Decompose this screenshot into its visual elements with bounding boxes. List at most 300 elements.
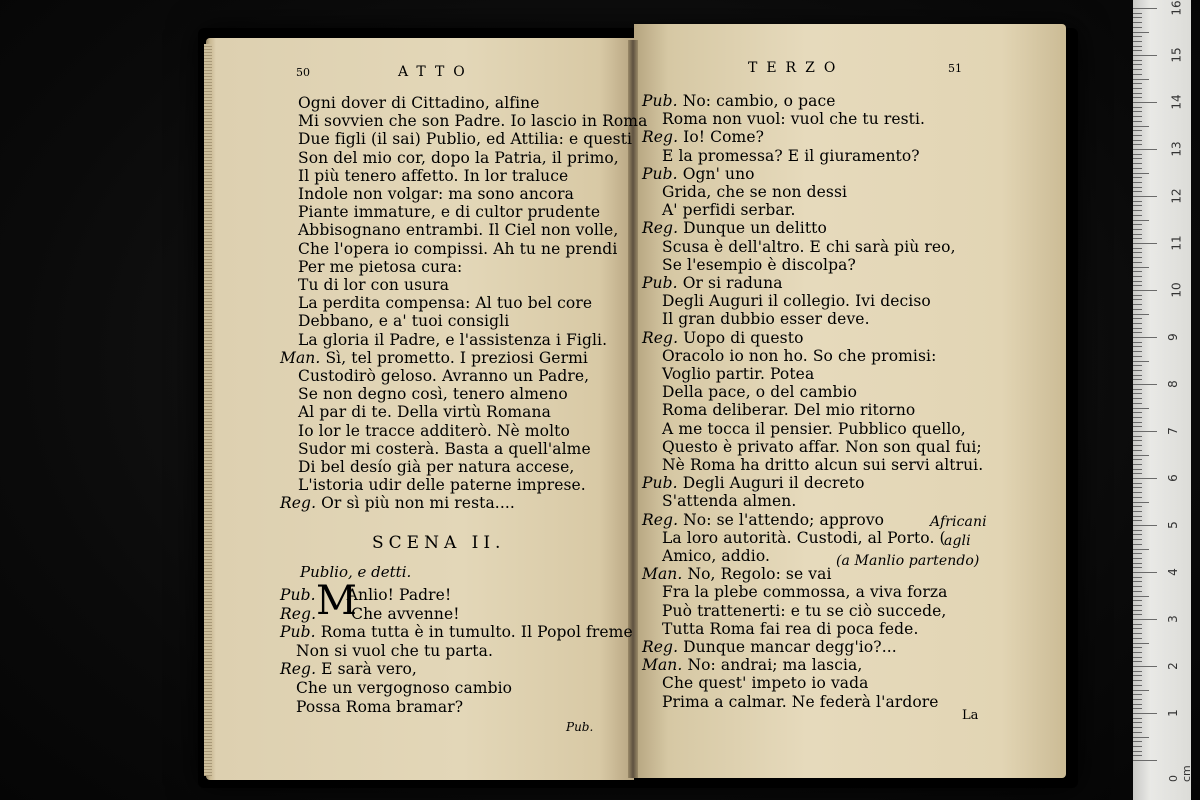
text-line <box>662 401 915 419</box>
scene-cast: Publio, e detti. <box>300 563 412 581</box>
ruler-tick <box>1133 318 1142 319</box>
verse-text: Può trattenerti: e tu se ciò succede, <box>662 601 947 620</box>
ruler-tick <box>1133 497 1142 498</box>
text-line <box>662 256 856 274</box>
text-line <box>662 674 869 692</box>
ruler-tick <box>1133 732 1142 733</box>
ruler-tick <box>1133 741 1142 742</box>
text-line <box>662 147 920 165</box>
ruler-tick <box>1133 13 1142 14</box>
verse-text: Or sì più non mi resta.... <box>321 494 515 513</box>
ruler-tick <box>1133 107 1142 108</box>
ruler-tick <box>1133 46 1142 47</box>
measurement-ruler <box>1133 0 1191 800</box>
text-line <box>642 474 865 492</box>
speaker-label: Pub. <box>642 164 683 183</box>
ruler-tick <box>1133 722 1142 723</box>
ruler-tick <box>1133 252 1142 253</box>
ruler-tick <box>1133 647 1142 648</box>
verse-text: Sì, tel prometto. I preziosi Germi <box>325 348 588 367</box>
verse-text: Degli Auguri il collegio. Ivi deciso <box>662 292 931 311</box>
text-line <box>298 403 551 421</box>
ruler-tick <box>1133 403 1142 404</box>
speaker-label: Reg. <box>642 510 684 529</box>
ruler-tick <box>1133 666 1157 667</box>
ruler-tick <box>1133 149 1157 150</box>
left-running-title: ATTO <box>398 64 474 80</box>
ruler-tick <box>1133 88 1142 89</box>
verse-text: No: cambio, o pace <box>682 92 836 110</box>
verse-text: A me tocca il pensier. Pubblico quello, <box>662 419 966 438</box>
text-line <box>662 438 982 456</box>
verse-text: Dunque mancar degg'io?... <box>683 638 897 656</box>
ruler-number: 11 <box>1169 235 1184 251</box>
left-catchword: Pub. <box>566 720 594 734</box>
ruler-tick <box>1133 36 1142 37</box>
ruler-tick <box>1133 163 1142 164</box>
ruler-tick <box>1133 412 1142 413</box>
ruler-tick <box>1133 525 1157 526</box>
verse-text: Io lor le tracce additerò. Nè molto <box>298 421 570 440</box>
text-line <box>662 310 870 328</box>
ruler-tick <box>1133 469 1142 470</box>
verse-text: Due figli (il sai) Publio, ed Attilia: e questi <box>298 130 633 149</box>
right-page-number: 51 <box>948 62 962 75</box>
ruler-number: 15 <box>1169 47 1184 63</box>
verse-text: La loro autorità. Custodi, al Porto. ( <box>662 528 946 547</box>
verse-text: Della pace, o del cambio <box>662 383 858 402</box>
ruler-tick <box>1133 224 1142 225</box>
ruler-tick <box>1133 64 1142 65</box>
verse-text: E la promessa? E il giuramento? <box>662 146 920 165</box>
text-line <box>662 347 936 365</box>
speaker-label: Man. <box>280 348 326 367</box>
verse-text: Debbano, e a' tuoi consigli <box>298 312 510 331</box>
ruler-tick <box>1133 502 1149 503</box>
verse-text: Ogni dover di Cittadino, alfine <box>298 94 540 112</box>
ruler-tick <box>1133 455 1149 456</box>
ruler-tick <box>1133 600 1142 601</box>
ruler-tick <box>1133 285 1142 286</box>
ruler-tick <box>1133 50 1142 51</box>
text-line <box>298 167 568 185</box>
ruler-tick <box>1133 426 1142 427</box>
text-line <box>298 203 600 221</box>
verse-text: La perdita compensa: Al tuo bel core <box>298 294 593 313</box>
text-line <box>298 422 570 440</box>
text-line <box>662 238 956 256</box>
text-line <box>296 642 493 660</box>
ruler-tick <box>1133 680 1142 681</box>
ruler-tick <box>1133 220 1149 221</box>
ruler-tick <box>1133 243 1157 244</box>
ruler-tick <box>1133 55 1157 56</box>
ruler-tick <box>1133 276 1142 277</box>
text-line <box>642 128 764 146</box>
verse-text: Ogn' uno <box>682 164 755 183</box>
text-line <box>298 367 589 385</box>
ruler-tick <box>1133 83 1142 84</box>
verse-text: Prima a calmar. Ne federà l'ardore <box>662 692 939 711</box>
ruler-number: 5 <box>1165 521 1180 529</box>
ruler-tick <box>1133 229 1142 230</box>
ruler-tick <box>1133 187 1142 188</box>
ruler-tick <box>1133 511 1142 512</box>
ruler-tick <box>1133 116 1142 117</box>
speaker-label: Reg. <box>280 494 322 513</box>
verse-text: Roma non vuol: vuol che tu resti. <box>662 110 926 129</box>
left-page-number: 50 <box>296 66 310 79</box>
ruler-tick <box>1133 755 1142 756</box>
text-line <box>642 638 897 656</box>
ruler-tick <box>1133 718 1142 719</box>
ruler-number: 8 <box>1165 380 1180 388</box>
ruler-tick <box>1133 69 1142 70</box>
ruler-tick <box>1133 168 1142 169</box>
ruler-tick <box>1133 375 1142 376</box>
ruler-tick <box>1133 464 1142 465</box>
verse-text: Piante immature, e di cultor prudente <box>298 203 601 222</box>
text-line <box>662 529 946 547</box>
ruler-tick <box>1133 610 1142 611</box>
speaker-label: Pub. <box>280 623 321 642</box>
text-line <box>298 476 586 494</box>
ruler-tick <box>1133 487 1142 488</box>
ruler-tick <box>1133 379 1142 380</box>
ruler-tick <box>1133 483 1142 484</box>
ruler-number: 16 <box>1169 0 1184 16</box>
ruler-tick <box>1133 60 1142 61</box>
ruler-tick <box>1133 398 1142 399</box>
ruler-tick <box>1133 135 1142 136</box>
text-line <box>280 586 451 604</box>
ruler-tick <box>1133 760 1157 761</box>
text-line <box>298 94 540 112</box>
verse-text: Tu di lor con usura <box>298 276 450 294</box>
text-line <box>662 547 770 565</box>
speaker-label: Reg. <box>642 638 684 656</box>
ruler-tick <box>1133 577 1142 578</box>
text-line <box>298 240 617 258</box>
verse-text: Scusa è dell'altro. E chi sarà più reo, <box>662 237 956 256</box>
text-line <box>280 349 588 367</box>
speaker-label: Pub. <box>642 274 683 292</box>
text-line <box>280 605 460 623</box>
ruler-number: 7 <box>1165 427 1180 435</box>
ruler-tick <box>1133 671 1142 672</box>
ruler-tick <box>1133 661 1142 662</box>
ruler-tick <box>1133 351 1142 352</box>
ruler-tick <box>1133 713 1157 714</box>
speaker-label: Reg. <box>280 604 322 623</box>
ruler-tick <box>1133 365 1142 366</box>
ruler-tick <box>1133 337 1157 338</box>
ruler-tick <box>1133 22 1142 23</box>
text-line <box>298 385 568 403</box>
ruler-tick <box>1133 417 1142 418</box>
verse-text: Voglio partir. Potea <box>662 365 815 383</box>
verse-text: Custodirò geloso. Avranno un Padre, <box>298 367 590 385</box>
verse-text: S'attenda almen. <box>662 492 797 511</box>
ruler-tick <box>1133 154 1142 155</box>
ruler-tick <box>1133 41 1142 42</box>
verse-text: No: andrai; ma lascia, <box>687 656 863 675</box>
text-line <box>280 623 633 641</box>
verse-text: Se l'esempio è discolpa? <box>662 255 856 274</box>
text-line <box>662 583 947 601</box>
verse-text: Son del mio cor, dopo la Patria, il primo, <box>298 148 619 167</box>
ruler-tick <box>1133 586 1142 587</box>
drop-capital: M <box>316 578 357 624</box>
text-line <box>662 383 857 401</box>
text-line <box>298 112 647 130</box>
ruler-tick <box>1133 450 1142 451</box>
text-line <box>298 294 592 312</box>
ruler-tick <box>1133 506 1142 507</box>
ruler-tick <box>1133 581 1142 582</box>
page-edges <box>204 44 212 776</box>
text-line <box>298 149 619 167</box>
ruler-tick <box>1133 304 1142 305</box>
text-line <box>298 440 591 458</box>
ruler-tick <box>1133 102 1157 103</box>
ruler-tick <box>1133 624 1142 625</box>
speaker-label: Reg. <box>642 328 684 347</box>
ruler-tick <box>1133 699 1142 700</box>
verse-text: Il gran dubbio esser deve. <box>662 310 870 329</box>
ruler-tick <box>1133 572 1157 573</box>
stage-direction: agli <box>944 533 971 549</box>
verse-text: Che quest' impeto io vada <box>662 674 869 693</box>
ruler-tick <box>1133 704 1142 705</box>
stage-direction: Africani <box>930 514 987 530</box>
ruler-tick <box>1133 539 1142 540</box>
ruler-tick <box>1133 643 1149 644</box>
verse-text: Roma tutta è in tumulto. Il Popol freme <box>320 623 633 642</box>
speaker-label: Pub. <box>642 474 683 493</box>
verse-text: Degli Auguri il decreto <box>682 474 865 493</box>
verse-text: A' perfidi serbar. <box>662 201 796 220</box>
text-line <box>642 565 832 583</box>
ruler-number: 12 <box>1169 188 1184 204</box>
ruler-tick <box>1133 746 1142 747</box>
right-running-title: TERZO <box>748 60 845 76</box>
ruler-tick <box>1133 685 1142 686</box>
text-line <box>662 420 966 438</box>
text-line <box>662 492 796 510</box>
ruler-tick <box>1133 492 1142 493</box>
ruler-tick <box>1133 309 1142 310</box>
ruler-number: 1 <box>1165 709 1180 717</box>
ruler-tick <box>1133 257 1142 258</box>
verse-text: La gloria il Padre, e l'assistenza i Figli. <box>298 330 608 349</box>
text-line <box>298 458 574 476</box>
right-catchword: La <box>962 708 979 723</box>
stage-direction: (a Manlio partendo) <box>836 553 980 569</box>
ruler-tick <box>1133 675 1142 676</box>
ruler-number: 9 <box>1165 333 1180 341</box>
ruler-number: 13 <box>1169 141 1184 157</box>
ruler-tick <box>1133 567 1142 568</box>
ruler-tick <box>1133 445 1142 446</box>
ruler-number: 3 <box>1165 615 1180 623</box>
speaker-label: Man. <box>642 656 688 675</box>
ruler-tick <box>1133 727 1142 728</box>
ruler-tick <box>1133 248 1142 249</box>
text-line <box>662 602 946 620</box>
ruler-tick <box>1133 144 1142 145</box>
text-line <box>280 494 515 512</box>
ruler-tick <box>1133 295 1142 296</box>
ruler-tick <box>1133 281 1142 282</box>
ruler-tick <box>1133 130 1142 131</box>
text-line <box>298 221 618 239</box>
ruler-tick <box>1133 534 1142 535</box>
text-line <box>642 165 755 183</box>
verse-text: Roma deliberar. Del mio ritorno <box>662 401 916 420</box>
ruler-tick <box>1133 27 1142 28</box>
text-line <box>298 258 462 276</box>
ruler-tick <box>1133 520 1142 521</box>
speaker-label: Pub. <box>280 586 321 604</box>
verse-text: Anlio! Padre! <box>346 586 452 604</box>
ruler-tick <box>1133 563 1142 564</box>
ruler-tick <box>1133 191 1142 192</box>
text-line <box>642 656 862 674</box>
ruler-tick <box>1133 431 1157 432</box>
verse-text: Fra la plebe commossa, a viva forza <box>662 583 948 602</box>
ruler-tick <box>1133 323 1142 324</box>
ruler-number: 2 <box>1165 662 1180 670</box>
ruler-tick <box>1133 708 1142 709</box>
ruler-tick <box>1133 328 1142 329</box>
speaker-label: Reg. <box>642 219 684 238</box>
verse-text: Per me pietosa cura: <box>298 257 463 276</box>
text-line <box>642 511 884 529</box>
text-line <box>296 698 463 716</box>
ruler-tick <box>1133 299 1142 300</box>
text-line <box>662 693 939 711</box>
ruler-tick <box>1133 638 1142 639</box>
text-line <box>280 660 417 678</box>
ruler-tick <box>1133 314 1149 315</box>
text-line <box>642 92 836 110</box>
ruler-tick <box>1133 332 1142 333</box>
verse-text: E sarà vero, <box>321 660 417 679</box>
ruler-tick <box>1133 694 1142 695</box>
ruler-tick <box>1133 393 1142 394</box>
ruler-tick <box>1133 74 1142 75</box>
ruler-tick <box>1133 553 1142 554</box>
ruler-tick <box>1133 530 1142 531</box>
ruler-tick <box>1133 93 1142 94</box>
ruler-tick <box>1133 558 1142 559</box>
book-gutter <box>628 40 638 778</box>
ruler-tick <box>1133 478 1157 479</box>
verse-text: Non si vuol che tu parta. <box>296 641 493 660</box>
ruler-tick <box>1133 737 1149 738</box>
text-line <box>298 312 509 330</box>
ruler-tick <box>1133 111 1142 112</box>
ruler-tick <box>1133 17 1142 18</box>
verse-text: Che l'opera io compissi. Ah tu ne prendi <box>298 239 618 258</box>
text-line <box>298 130 632 148</box>
verse-text: Or si raduna <box>682 274 783 292</box>
text-line <box>662 183 847 201</box>
ruler-tick <box>1133 173 1149 174</box>
text-line <box>662 620 918 638</box>
ruler-tick <box>1133 121 1142 122</box>
ruler-tick <box>1133 79 1149 80</box>
ruler-tick <box>1133 652 1142 653</box>
ruler-tick <box>1133 356 1142 357</box>
verse-text: Oracolo io non ho. So che promisi: <box>662 346 937 365</box>
verse-text: Il più tenero affetto. In lor traluce <box>298 166 569 185</box>
text-line <box>298 276 449 294</box>
ruler-tick <box>1133 440 1142 441</box>
text-line <box>298 185 574 203</box>
ruler-tick <box>1133 657 1142 658</box>
verse-text: Grida, che se non dessi <box>662 183 848 201</box>
ruler-tick <box>1133 591 1142 592</box>
ruler-tick <box>1133 422 1142 423</box>
ruler-tick <box>1133 97 1142 98</box>
verse-text: Sudor mi costerà. Basta a quell'alme <box>298 439 591 458</box>
ruler-tick <box>1133 210 1142 211</box>
text-line <box>642 219 827 237</box>
ruler-number: 4 <box>1165 568 1180 576</box>
scene-title: SCENA II. <box>372 533 506 553</box>
verse-text: Dunque un delitto <box>683 219 827 238</box>
ruler-tick <box>1133 516 1142 517</box>
ruler-tick <box>1133 271 1142 272</box>
text-line <box>296 679 512 697</box>
verse-text: Mi sovvien che son Padre. Io lascio in Roma <box>298 112 648 131</box>
text-line <box>642 274 783 292</box>
verse-text: Al par di te. Della virtù Romana <box>298 403 551 422</box>
ruler-number: 14 <box>1169 94 1184 110</box>
verse-text: Io! Come? <box>683 128 765 147</box>
ruler-number: 6 <box>1165 474 1180 482</box>
verse-text: No, Regolo: se vai <box>687 565 832 584</box>
ruler-tick <box>1133 32 1149 33</box>
text-line <box>662 201 796 219</box>
ruler-unit: 0 cm <box>1167 765 1193 782</box>
ruler-tick <box>1133 215 1142 216</box>
text-line <box>662 456 983 474</box>
speaker-label: Pub. <box>642 92 683 110</box>
ruler-tick <box>1133 262 1142 263</box>
ruler-tick <box>1133 619 1157 620</box>
ruler-tick <box>1133 201 1142 202</box>
ruler-tick <box>1133 436 1142 437</box>
ruler-tick <box>1133 290 1157 291</box>
ruler-tick <box>1133 614 1142 615</box>
verse-text: Uopo di questo <box>683 328 804 347</box>
ruler-tick <box>1133 177 1142 178</box>
verse-text: Tutta Roma fai rea di poca fede. <box>662 619 919 638</box>
ruler-tick <box>1133 473 1142 474</box>
ruler-tick <box>1133 408 1149 409</box>
ruler-tick <box>1133 205 1142 206</box>
text-line <box>662 292 931 310</box>
ruler-tick <box>1133 234 1142 235</box>
ruler-tick <box>1133 196 1157 197</box>
speaker-label: Reg. <box>642 128 684 147</box>
ruler-tick <box>1133 182 1142 183</box>
verse-text: Possa Roma bramar? <box>296 697 464 716</box>
ruler-tick <box>1133 549 1149 550</box>
